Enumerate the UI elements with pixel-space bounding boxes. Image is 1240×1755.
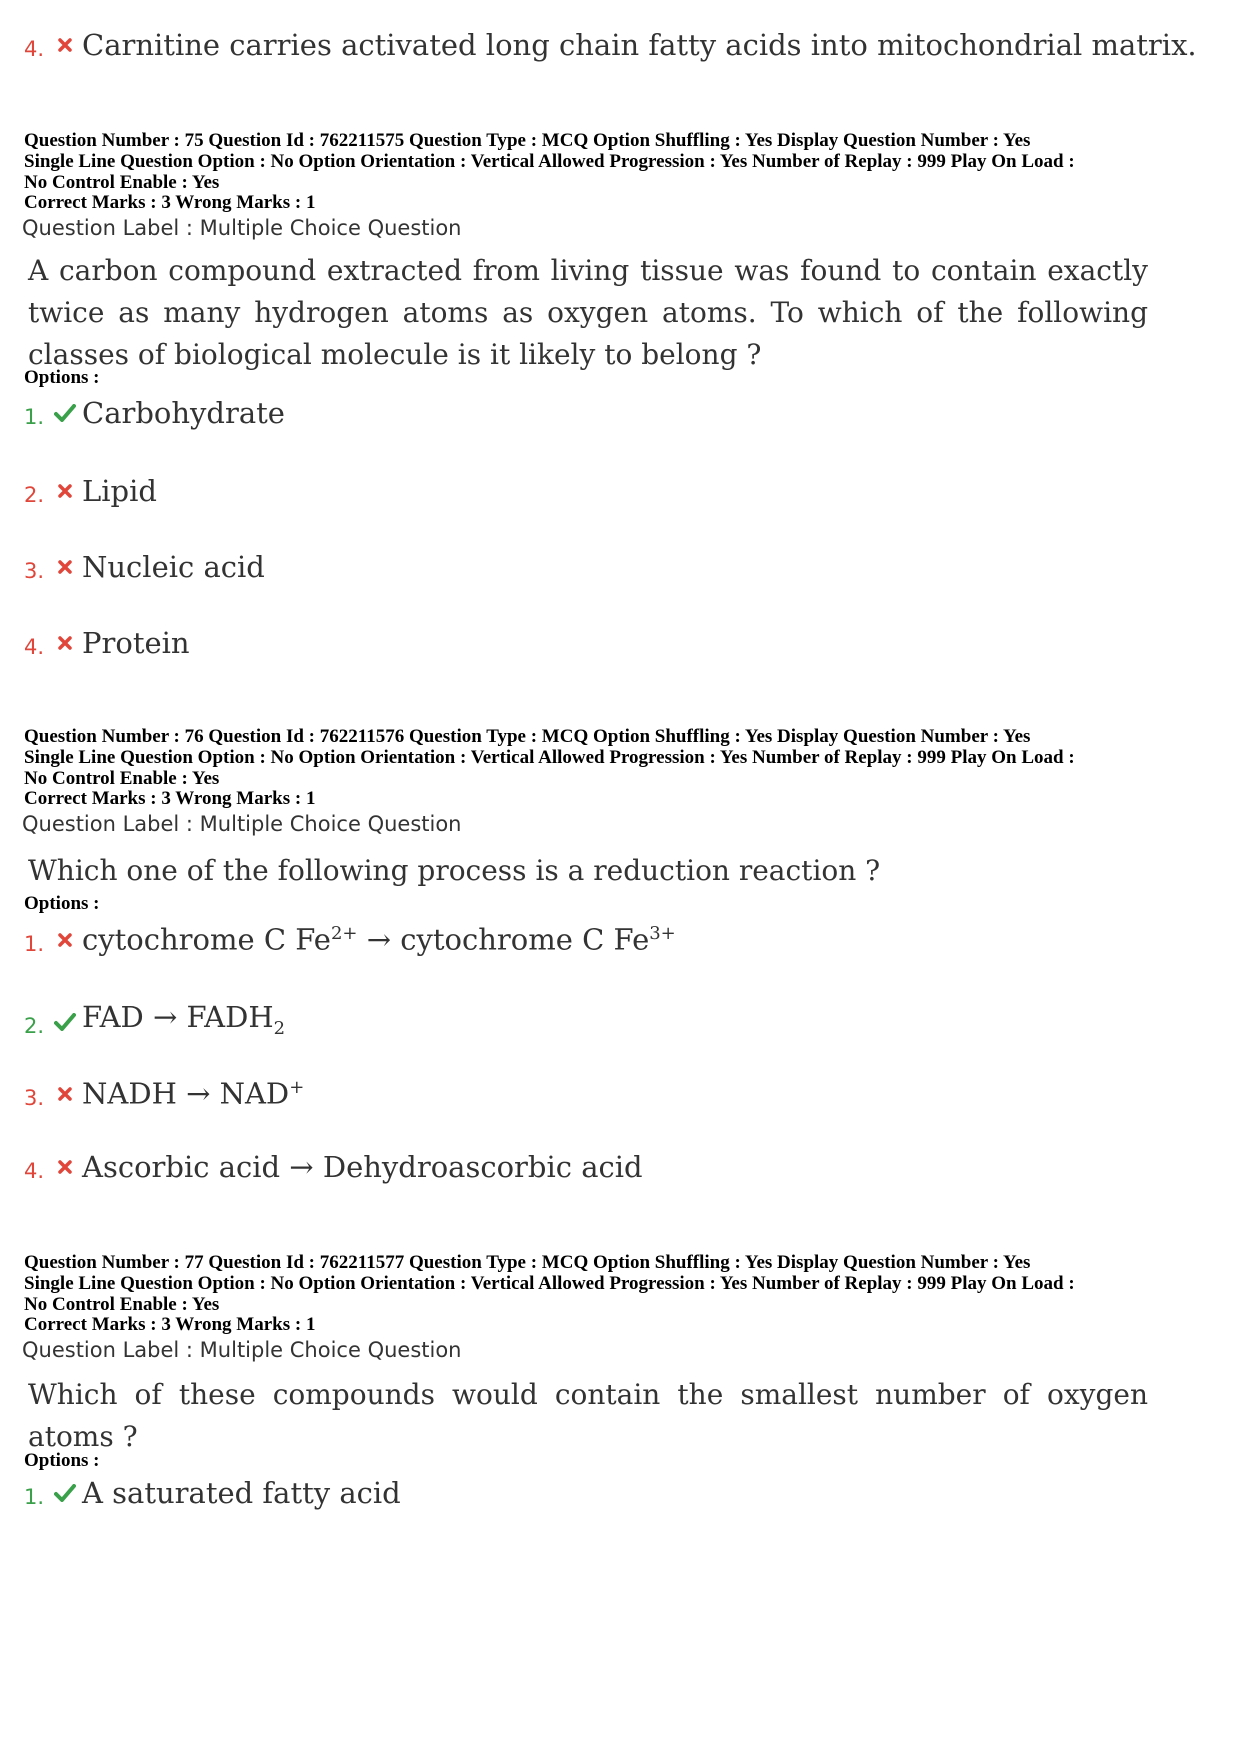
meta-line: No Control Enable : Yes [24,768,220,789]
option-text: A saturated fatty acid [82,1476,401,1510]
product: FADH [186,1000,274,1034]
meta-line: No Control Enable : Yes [24,1294,220,1315]
superscript: 2+ [330,923,358,944]
option-1 [24,924,676,957]
meta-line: No Control Enable : Yes [24,172,220,193]
product: NAD [219,1076,290,1111]
arrow-icon: → [153,1000,178,1034]
option-text [82,1078,304,1111]
check-icon [52,1009,78,1039]
cross-icon [52,1154,78,1184]
option-text [82,1002,285,1039]
reactant: cytochrome C Fe [82,922,331,957]
option-number: 1. [24,404,45,429]
question-meta [24,1252,1224,1315]
question-text: A carbon compound extracted from living tissue was found to contain exactly twice as many hydrogen atoms as oxygen atoms. To which of the following classes of biological molecule is it likely to belong ? [28,254,1148,371]
meta-line: Question Number : 75 Question Id : 762211575 Question Type : MCQ Option Shuffling : Yes Display Question Number : Yes [24,130,1031,151]
meta-line: Question Number : 76 Question Id : 762211576 Question Type : MCQ Option Shuffling : Yes Display Question Number : Yes [24,726,1031,747]
cross-icon [52,32,78,62]
question-label: Question Label : Multiple Choice Question [22,1338,462,1362]
reactant: FAD [82,1000,144,1034]
superscript: 3+ [649,923,676,944]
reactant: NADH [82,1076,177,1111]
option-2 [24,476,157,508]
option-text [82,924,676,957]
option-text: Nucleic acid [82,550,265,584]
option-text: Carnitine carries activated long chain fatty acids into mitochondrial matrix. [82,28,1197,62]
product: Dehydroascorbic acid [322,1150,643,1184]
arrow-icon: → [186,1076,211,1111]
arrow-icon: → [289,1150,314,1184]
option-number: 1. [24,931,45,956]
option-number: 1. [24,1484,45,1509]
meta-line: Single Line Question Option : No Option Orientation : Vertical Allowed Progression : Yes Number of Replay : 999 Play On Load : [24,747,1075,768]
option-number: 2. [24,1013,45,1038]
prev-option-4 [24,30,1197,62]
meta-line: Single Line Question Option : No Option Orientation : Vertical Allowed Progression : Yes Number of Replay : 999 Play On Load : [24,1273,1075,1294]
options-label: Options : [24,367,100,388]
cross-icon [52,630,78,660]
option-text: Lipid [82,474,157,508]
question-text: Which one of the following process is a reduction reaction ? [28,854,881,887]
check-icon [52,1480,78,1510]
option-4 [24,628,190,660]
cross-icon [52,554,78,584]
option-3 [24,552,265,584]
option-number: 4. [24,1158,45,1183]
question-label: Question Label : Multiple Choice Question [22,812,462,836]
reactant: Ascorbic acid [82,1150,281,1184]
option-number: 3. [24,558,45,583]
option-1 [24,1478,401,1510]
question-marks: Correct Marks : 3 Wrong Marks : 1 [24,192,316,213]
question-meta [24,130,1224,193]
option-text: Carbohydrate [82,396,285,430]
question-marks: Correct Marks : 3 Wrong Marks : 1 [24,788,316,809]
option-4 [24,1152,643,1184]
question-marks: Correct Marks : 3 Wrong Marks : 1 [24,1314,316,1335]
question-label: Question Label : Multiple Choice Question [22,216,462,240]
option-number: 4. [24,36,45,61]
meta-line: Question Number : 77 Question Id : 762211577 Question Type : MCQ Option Shuffling : Yes Display Question Number : Yes [24,1252,1031,1273]
superscript: + [289,1077,305,1098]
option-text: Protein [82,626,190,660]
option-2 [24,1002,285,1039]
product: cytochrome C Fe [400,922,650,957]
question-text: Which of these compounds would contain the smallest number of oxygen atoms ? [28,1378,1148,1453]
check-icon [52,400,78,430]
cross-icon [52,927,78,957]
option-number: 3. [24,1085,45,1110]
cross-icon [52,478,78,508]
meta-line: Single Line Question Option : No Option Orientation : Vertical Allowed Progression : Yes Number of Replay : 999 Play On Load : [24,151,1075,172]
option-number: 2. [24,482,45,507]
subscript: 2 [273,1017,286,1039]
option-number: 4. [24,634,45,659]
options-label: Options : [24,893,100,914]
cross-icon [52,1081,78,1111]
question-meta [24,726,1224,789]
arrow-icon: → [366,922,392,957]
option-text [82,1152,643,1184]
option-3 [24,1078,304,1111]
options-label: Options : [24,1450,100,1471]
option-1 [24,398,285,430]
